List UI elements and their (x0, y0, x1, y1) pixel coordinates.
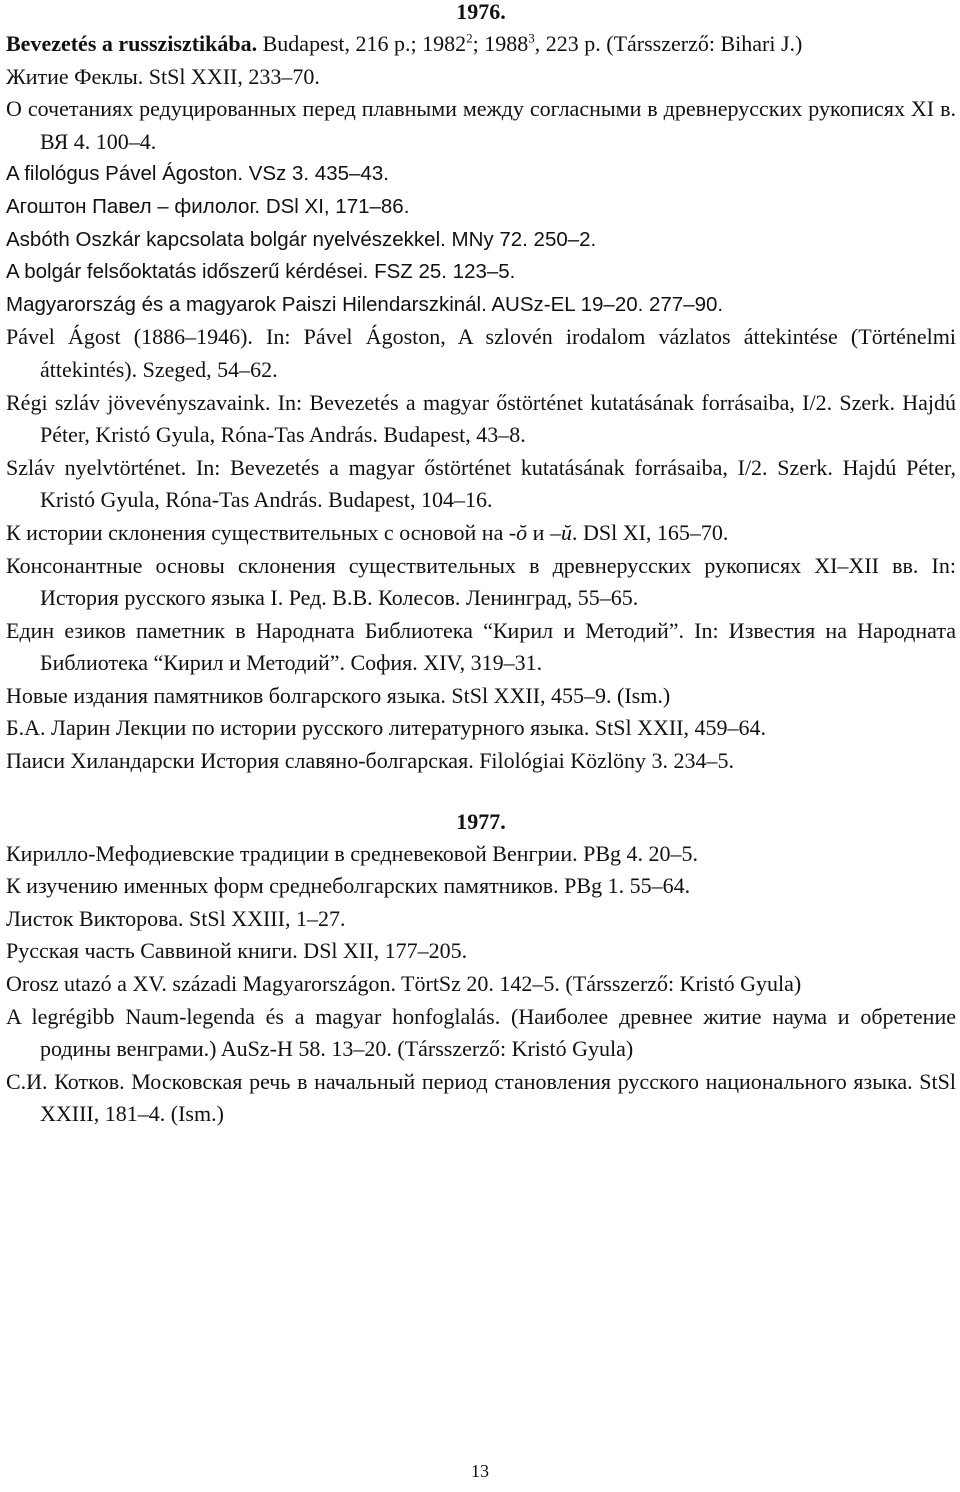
edition-superscript: 2 (466, 30, 473, 46)
bibliography-entry: Листок Викторова. StSl XXIII, 1–27. (6, 905, 346, 931)
bibliography-entry: Pável Ágost (1886–1946). In: Pável Ágoston, A szlovén irodalom vázlatos áttekintése (Történelmi áttekintés). Szeged, 54–62. (6, 324, 956, 382)
bibliography-entry: Asbóth Oszkár kapcsolata bolgár nyelvészekkel. MNy 72. 250–2. (6, 227, 597, 251)
year-heading-1977: 1977. (456, 808, 506, 834)
year-heading-1976: 1976. (456, 0, 506, 24)
bibliography-entry: С.И. Котков. Московская речь в начальный период становления русского национального языка. StSl XXIII, 181–4. (Ism.) (6, 1068, 956, 1127)
bibliography-entry: Orosz utazó a XV. századi Magyarországon. TörtSz 20. 142–5. (Társszerző: Kristó Gyula) (6, 971, 802, 997)
bibliography-entry: Кирилло-Мефодиевские традиции в средневековой Венгрии. PBg 4. 20–5. (6, 840, 699, 866)
bibliography-entry: Консонантные основы склонения существительных в древнерусских рукописях XI–XII вв. In: История русского языка I. Ред. В.В. Колесов. Ленинград, 55–65. (6, 552, 956, 611)
bibliography-entry: Б.А. Ларин Лекции по истории русского литературного языка. StSl XXII, 459–64. (6, 715, 766, 741)
bibliography-entry: К изучению именных форм среднеболгарских памятников. PBg 1. 55–64. (6, 873, 691, 899)
edition-superscript: 3 (528, 30, 535, 46)
bibliography-entry: Житие Феклы. StSl XXII, 233–70. (6, 63, 320, 89)
bibliography-entry: A bolgár felsőoktatás időszerű kérdései. FSZ 25. 123–5. (6, 260, 516, 284)
bibliography-entry: Szláv nyelvtörténet. In: Bevezetés a magyar őstörténet kutatásának forrásaiba, I/2. Szerk. Hajdú Péter, Kristó Gyula, Róna-Tas András. Budapest, 104–16. (6, 454, 956, 513)
bibliography-entry: A legrégibb Naum-legenda és a magyar honfoglalás. (Наиболее древнее житие наума и обретение родины венграми.) AuSz-H 58. 13–20. (Társszerző: Kristó Gyula) (6, 1003, 956, 1062)
bibliography-entry: Паиси Хиландарски История славяно-болгарская. Filológiai Közlöny 3. 234–5. (6, 748, 735, 774)
bibliography-entry: О сочетаниях редуцированных перед плавными между согласными в древнерусских рукописях XI в. ВЯ 4. 100–4. (6, 96, 956, 154)
bibliography-entry: A filológus Pável Ágoston. VSz 3. 435–43. (6, 162, 389, 186)
page-number: 13 (471, 1461, 489, 1481)
bibliography-entry: Régi szláv jövevényszavaink. In: Bevezetés a magyar őstörténet kutatásának forrásaiba, I/2. Szerk. Hajdú Péter, Kristó Gyula, Róna-Tas András. Budapest, 43–8. (6, 389, 956, 448)
bibliography-entry: Агоштон Павел – филолог. DSl XI, 171–86. (6, 194, 410, 218)
bibliography-entry: К истории склонения существительных с основой на -ŏ и –ŭ. DSl XI, 165–70. (6, 519, 729, 545)
bibliography-entry: Един езиков паметник в Народната Библиотека “Кирил и Методий”. In: Известия на Народната Библиотека “Кирил и Методий”. София. XIV, 319–31. (6, 617, 956, 676)
entry-title: Bevezetés a russzisztikába. (6, 31, 258, 56)
bibliography-entry: Magyarország és a magyarok Paiszi Hilendarszkinál. AUSz-EL 19–20. 277–90. (6, 292, 724, 316)
bibliography-entry: Русская часть Саввиной книги. DSl XII, 177–205. (6, 938, 468, 964)
bibliography-entry: Bevezetés a russzisztikába. Budapest, 216 p.; 1982$^2$; 1988$^3$, 223 p. (Társszerző: Bihari J.) (6, 30, 803, 56)
bibliography-entry: Новые издания памятников болгарского языка. StSl XXII, 455–9. (Ism.) (6, 682, 671, 708)
